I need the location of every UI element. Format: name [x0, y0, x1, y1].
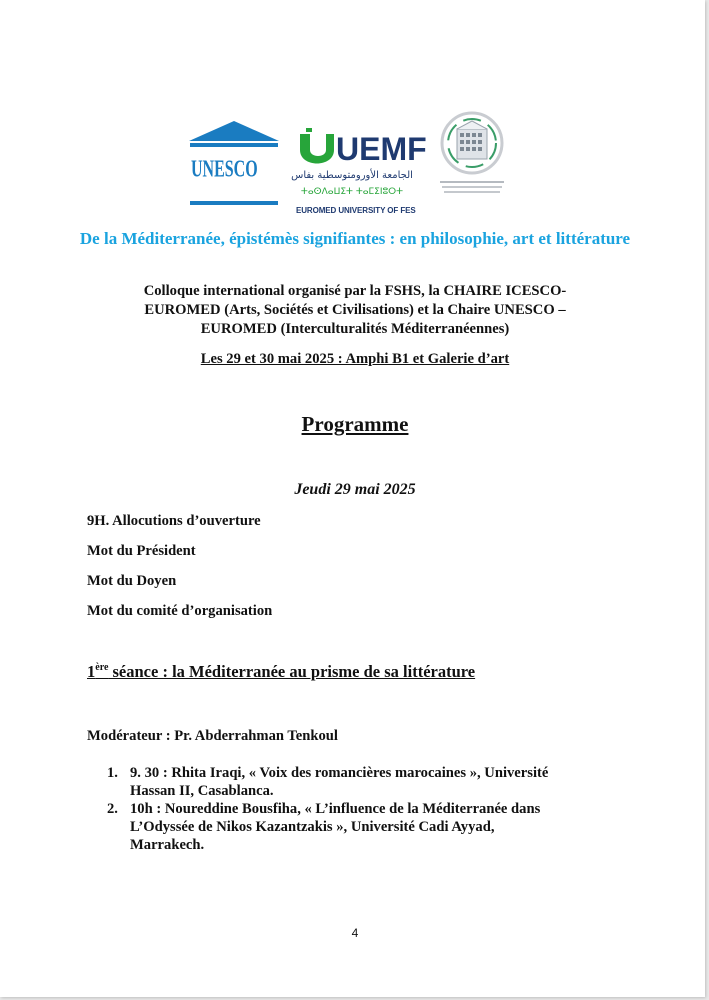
opening-item: 9H. Allocutions d’ouverture — [87, 513, 261, 529]
event-dates-text: Les 29 et 30 mai 2025 : Amphi B1 et Galerie d’art — [200, 351, 510, 367]
opening-item: Mot du Doyen — [87, 573, 177, 589]
session-heading — [87, 662, 475, 682]
colloquium-title: De la Méditerranée, épistémès signifiantes : en philosophie, art et littérature — [79, 229, 631, 248]
uemf-arabic-name: الجامعة الأورومتوسطية بفاس — [291, 170, 413, 181]
list-item-line: Hassan II, Casablanca. — [130, 783, 274, 799]
organizers-line: Colloque international organisé par la FSHS, la CHAIRE ICESCO- — [143, 283, 567, 299]
list-item-number: 2. — [107, 801, 118, 817]
session-number: 1 — [87, 662, 96, 681]
talk-list — [87, 764, 647, 854]
organizers-line: EUROMED (Arts, Sociétés et Civilisations) et la Chaire UNESCO – — [144, 302, 566, 318]
list-item-line: 10h : Noureddine Bousfiha, « L’influence de la Méditerranée dans — [130, 801, 541, 817]
unesco-logo — [188, 119, 280, 209]
icesco-chair-logo — [432, 107, 512, 200]
session-title: séance : la Méditerranée au prisme de sa littérature — [108, 662, 476, 681]
session-superscript: ère — [95, 662, 109, 673]
list-item — [87, 800, 647, 854]
opening-item: Mot du comité d’organisation — [87, 603, 273, 619]
list-item — [87, 764, 647, 800]
opening-item: Mot du Président — [87, 543, 196, 559]
organizers-line: EUROMED (Interculturalités Méditerranéennes) — [200, 321, 510, 337]
uemf-logo — [291, 124, 427, 216]
programme-heading-text: Programme — [301, 412, 409, 436]
unesco-letters: UNESCO — [191, 153, 258, 183]
moderator: Modérateur : Pr. Abderrahman Tenkoul — [87, 728, 338, 744]
uemf-tifinagh-name: ⵜⴰⵙⴷⴰⵡⵉⵜ ⵜⴰⵎⵉⵏⵓⵔⵜ — [300, 187, 404, 197]
event-dates — [60, 350, 650, 369]
uemf-subtitle: EUROMED UNIVERSITY OF FES — [296, 206, 416, 215]
colloquium-organizers — [60, 282, 650, 339]
page-number: 4 — [351, 926, 359, 940]
list-item-line: 9. 30 : Rhita Iraqi, « Voix des romancières marocaines », Université — [130, 765, 549, 781]
list-item-number: 1. — [107, 765, 118, 781]
uemf-mark — [291, 124, 427, 206]
list-item-line: Marrakech. — [130, 837, 205, 853]
uemf-letters: UEMF — [336, 131, 427, 167]
day-heading: Jeudi 29 mai 2025 — [294, 481, 416, 498]
list-item-line: L’Odyssée de Nikos Kazantzakis », Université Cadi Ayyad, — [130, 819, 495, 835]
programme-heading — [60, 411, 650, 437]
